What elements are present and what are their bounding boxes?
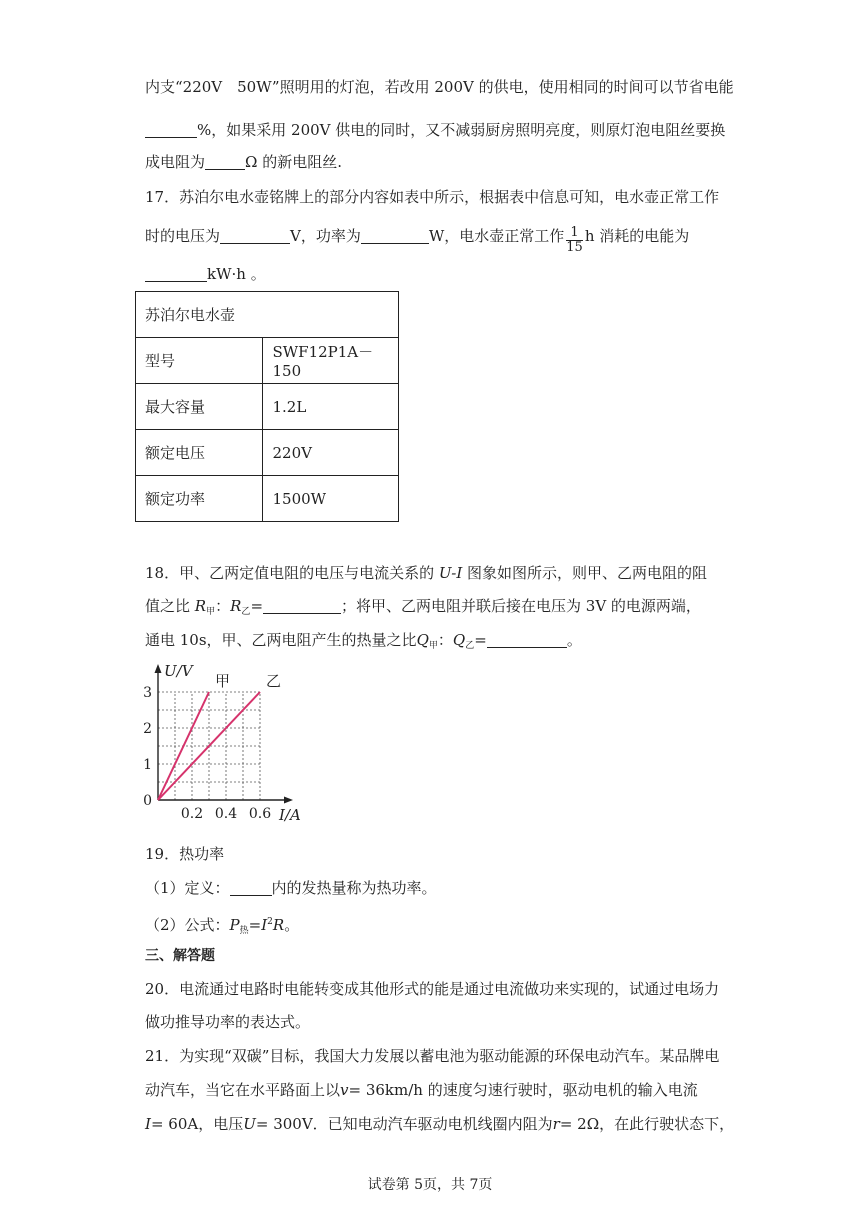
table-row: [136, 338, 399, 384]
q18-line-3: 通电 10s，甲、乙两电阻产生的热量之比$Q_甲$：$Q_乙=$ 。: [145, 631, 582, 651]
x-axis-arrow: [284, 797, 293, 804]
table-row: [136, 292, 399, 338]
q17-line-3: kW·h 。: [145, 264, 266, 284]
y-tick-label: 3: [143, 685, 152, 701]
series-label-yi: 乙: [266, 672, 282, 690]
q21-line-3: I= 60A，电压U= 300V．已知电动汽车驱动电机线圈内阻为r= 2Ω，在此行驶状态下，: [145, 1115, 735, 1133]
page-footer: 试卷第 5页，共 7页: [367, 1177, 493, 1193]
q20-line-1: 20．电流通过电路时电能转变成其他形式的能是通过电流做功来实现的，试通过电场力: [145, 980, 720, 998]
table-cell-value: SWF12P1A－150: [263, 338, 399, 384]
table-row: [136, 476, 399, 522]
table-cell-label: 型号: [136, 338, 263, 384]
y-tick-label: 2: [143, 721, 152, 737]
q21-line-2: 动汽车，当它在水平路面上以v= 36km/h 的速度匀速行驶时，驱动电机的输入电流: [145, 1081, 698, 1099]
q16-line-3: 成电阻为 Ω 的新电阻丝.: [145, 153, 342, 171]
q18-line-2: 值之比 $R_甲$：$R_乙=$ ；将甲、乙两电阻并联后接在电压为 3V 的电源两端，: [145, 597, 701, 617]
x-tick-label: 0.4: [214, 806, 238, 822]
q17-line-2: 时的电压为 V，功率为 W，电水壶正常工作 $\frac{1}{15}$ h 消耗的电能为: [145, 225, 690, 255]
q20-line-2: 做功推导功率的表达式。: [145, 1013, 311, 1031]
kettle-spec-table: [135, 291, 399, 522]
answer-blank[interactable]: [205, 153, 245, 170]
x-axis-label: I/A: [279, 806, 301, 824]
q21-line-1: 21．为实现“双碳”目标，我国大力发展以蓄电池为驱动能源的环保电动汽车。某品牌电: [145, 1047, 720, 1065]
table-cell-value: 1.2L: [263, 384, 399, 430]
q18-line-1: 18．甲、乙两定值电阻的电压与电流关系的 U-I 图象如图所示，则甲、乙两电阻的阻: [145, 564, 708, 582]
answer-blank[interactable]: [220, 227, 290, 244]
ui-chart: [140, 662, 320, 835]
y-tick-label: 1: [143, 757, 152, 773]
y-axis-label: U/V: [164, 662, 193, 680]
answer-blank[interactable]: [361, 227, 429, 244]
table-cell-value: 220V: [263, 430, 399, 476]
answer-blank[interactable]: [487, 631, 567, 648]
origin-label: 0: [143, 793, 152, 809]
table-row: [136, 384, 399, 430]
table-title: 苏泊尔电水壶: [136, 292, 399, 338]
table-cell-label: 额定电压: [136, 430, 263, 476]
series-line-jia: [158, 692, 209, 800]
q19-line-2: （2）公式：$P_热=I^2R$。: [145, 916, 300, 936]
answer-blank[interactable]: [145, 265, 207, 282]
y-axis-arrow: [155, 664, 162, 673]
q19-line-1: （1）定义： 内的发热量称为热功率。: [145, 879, 437, 897]
q19-title: 19．热功率: [145, 845, 225, 863]
table-row: [136, 430, 399, 476]
table-cell-label: 最大容量: [136, 384, 263, 430]
table-cell-value: 1500W: [263, 476, 399, 522]
x-tick-label: 0.6: [248, 806, 272, 822]
q16-line-1: 内支“220V 50W”照明用的灯泡，若改用 200V 的供电，使用相同的时间可以节省电能: [145, 78, 734, 96]
x-tick-label: 0.2: [180, 806, 204, 822]
q16-line-2: %，如果采用 200V 供电的同时，又不减弱厨房照明亮度，则原灯泡电阻丝要换: [145, 120, 725, 140]
section-heading: 三、解答题: [145, 948, 215, 964]
answer-blank[interactable]: [263, 597, 341, 614]
answer-blank[interactable]: [145, 121, 197, 138]
table-cell-label: 额定功率: [136, 476, 263, 522]
series-label-jia: 甲: [215, 672, 231, 690]
q17-line-1: 17．苏泊尔电水壶铭牌上的部分内容如表中所示，根据表中信息可知，电水壶正常工作: [145, 188, 720, 206]
fraction-one-fifteenth: $\frac{1}{15}$: [566, 225, 583, 255]
answer-blank[interactable]: [230, 879, 272, 896]
